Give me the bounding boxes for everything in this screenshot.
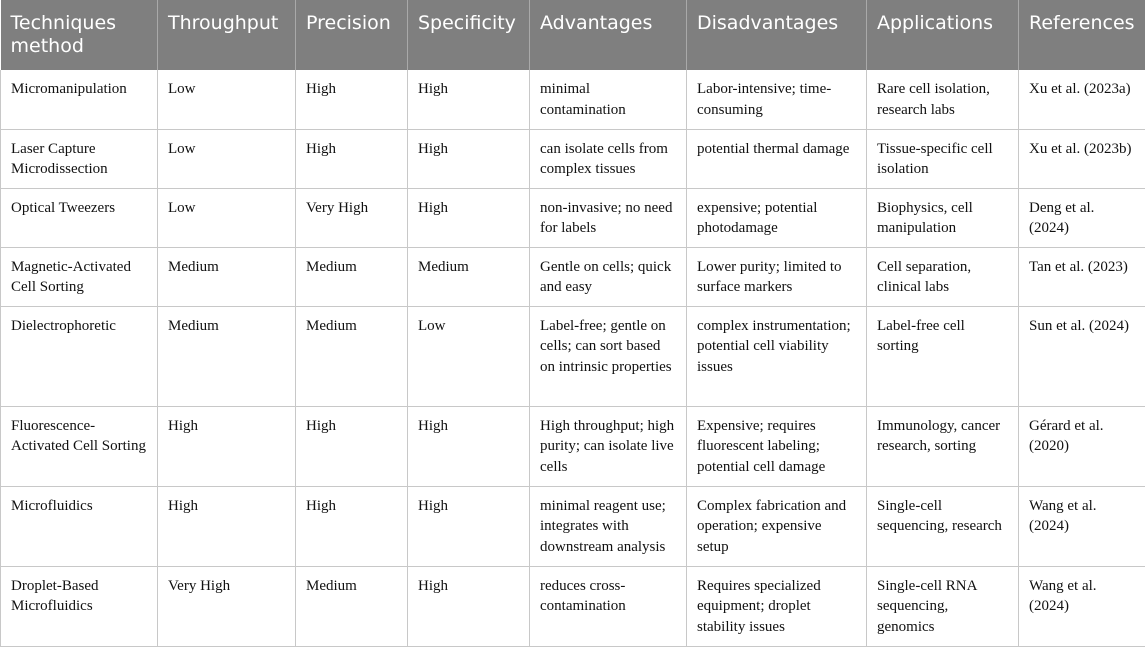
- table-cell: Single-cell RNA sequencing, genomics: [867, 566, 1019, 646]
- table-cell: Tan et al. (2023): [1019, 247, 1145, 306]
- table-cell: complex instrumentation; potential cell viability issues: [687, 306, 867, 406]
- table-cell: Micromanipulation: [1, 70, 158, 129]
- table-cell: non-invasive; no need for labels: [530, 188, 687, 247]
- column-header: Specificity: [408, 0, 530, 70]
- table-cell: Labor-intensive; time-consuming: [687, 70, 867, 129]
- table-cell: Xu et al. (2023b): [1019, 129, 1145, 188]
- table-cell: minimal contamination: [530, 70, 687, 129]
- table-cell: Single-cell sequencing, research: [867, 486, 1019, 566]
- table-cell: Laser Capture Microdissection: [1, 129, 158, 188]
- table-cell: Gérard et al. (2020): [1019, 406, 1145, 486]
- table-cell: expensive; potential photodamage: [687, 188, 867, 247]
- table-row: [1, 306, 1145, 406]
- table-cell: Droplet-Based Microfluidics: [1, 566, 158, 646]
- column-header: References: [1019, 0, 1145, 70]
- table-cell: Low: [158, 70, 296, 129]
- table-cell: can isolate cells from complex tissues: [530, 129, 687, 188]
- table-cell: Wang et al. (2024): [1019, 566, 1145, 646]
- table-cell: High: [408, 566, 530, 646]
- table-cell: Magnetic-Activated Cell Sorting: [1, 247, 158, 306]
- table-row: [1, 247, 1145, 306]
- table-cell: Label-free cell sorting: [867, 306, 1019, 406]
- table-cell: Requires specialized equipment; droplet stability issues: [687, 566, 867, 646]
- table-cell: Cell separation, clinical labs: [867, 247, 1019, 306]
- table-cell: Sun et al. (2024): [1019, 306, 1145, 406]
- table-cell: Dielectrophoretic: [1, 306, 158, 406]
- table-cell: potential thermal damage: [687, 129, 867, 188]
- table-header-row: [1, 0, 1145, 70]
- table-row: [1, 566, 1145, 646]
- table-cell: High: [296, 70, 408, 129]
- table-row: [1, 70, 1145, 129]
- table-row: [1, 129, 1145, 188]
- table-cell: High: [158, 486, 296, 566]
- table-cell: Complex fabrication and operation; expensive setup: [687, 486, 867, 566]
- table-row: [1, 406, 1145, 486]
- table-cell: Biophysics, cell manipulation: [867, 188, 1019, 247]
- table-cell: Rare cell isolation, research labs: [867, 70, 1019, 129]
- table-cell: Low: [408, 306, 530, 406]
- table-cell: High throughput; high purity; can isolate live cells: [530, 406, 687, 486]
- table-cell: Label-free; gentle on cells; can sort based on intrinsic properties: [530, 306, 687, 406]
- table-cell: Fluorescence-Activated Cell Sorting: [1, 406, 158, 486]
- table-cell: Medium: [296, 306, 408, 406]
- table-cell: High: [296, 129, 408, 188]
- table-cell: Medium: [296, 247, 408, 306]
- table-cell: Medium: [296, 566, 408, 646]
- table-cell: Microfluidics: [1, 486, 158, 566]
- table-cell: Xu et al. (2023a): [1019, 70, 1145, 129]
- table-cell: Medium: [158, 306, 296, 406]
- column-header: Techniques method: [1, 0, 158, 70]
- table-cell: Very High: [158, 566, 296, 646]
- table-cell: Expensive; requires fluorescent labeling; potential cell damage: [687, 406, 867, 486]
- column-header: Advantages: [530, 0, 687, 70]
- table-cell: Low: [158, 129, 296, 188]
- column-header: Applications: [867, 0, 1019, 70]
- table-cell: Medium: [408, 247, 530, 306]
- table-cell: minimal reagent use; integrates with downstream analysis: [530, 486, 687, 566]
- column-header: Precision: [296, 0, 408, 70]
- table-cell: Very High: [296, 188, 408, 247]
- table-cell: Optical Tweezers: [1, 188, 158, 247]
- table-cell: Tissue-specific cell isolation: [867, 129, 1019, 188]
- table-cell: reduces cross-contamination: [530, 566, 687, 646]
- table-cell: High: [408, 406, 530, 486]
- table-cell: High: [296, 486, 408, 566]
- table-cell: Low: [158, 188, 296, 247]
- table-cell: Immunology, cancer research, sorting: [867, 406, 1019, 486]
- table-cell: High: [296, 406, 408, 486]
- table-cell: Wang et al. (2024): [1019, 486, 1145, 566]
- table-cell: High: [408, 188, 530, 247]
- table-cell: Lower purity; limited to surface markers: [687, 247, 867, 306]
- table-cell: High: [158, 406, 296, 486]
- column-header: Throughput: [158, 0, 296, 70]
- table-cell: Medium: [158, 247, 296, 306]
- table-cell: High: [408, 70, 530, 129]
- table-row: [1, 188, 1145, 247]
- column-header: Disadvantages: [687, 0, 867, 70]
- table-row: [1, 486, 1145, 566]
- table-cell: Gentle on cells; quick and easy: [530, 247, 687, 306]
- table-cell: High: [408, 129, 530, 188]
- table-cell: High: [408, 486, 530, 566]
- table-cell: Deng et al. (2024): [1019, 188, 1145, 247]
